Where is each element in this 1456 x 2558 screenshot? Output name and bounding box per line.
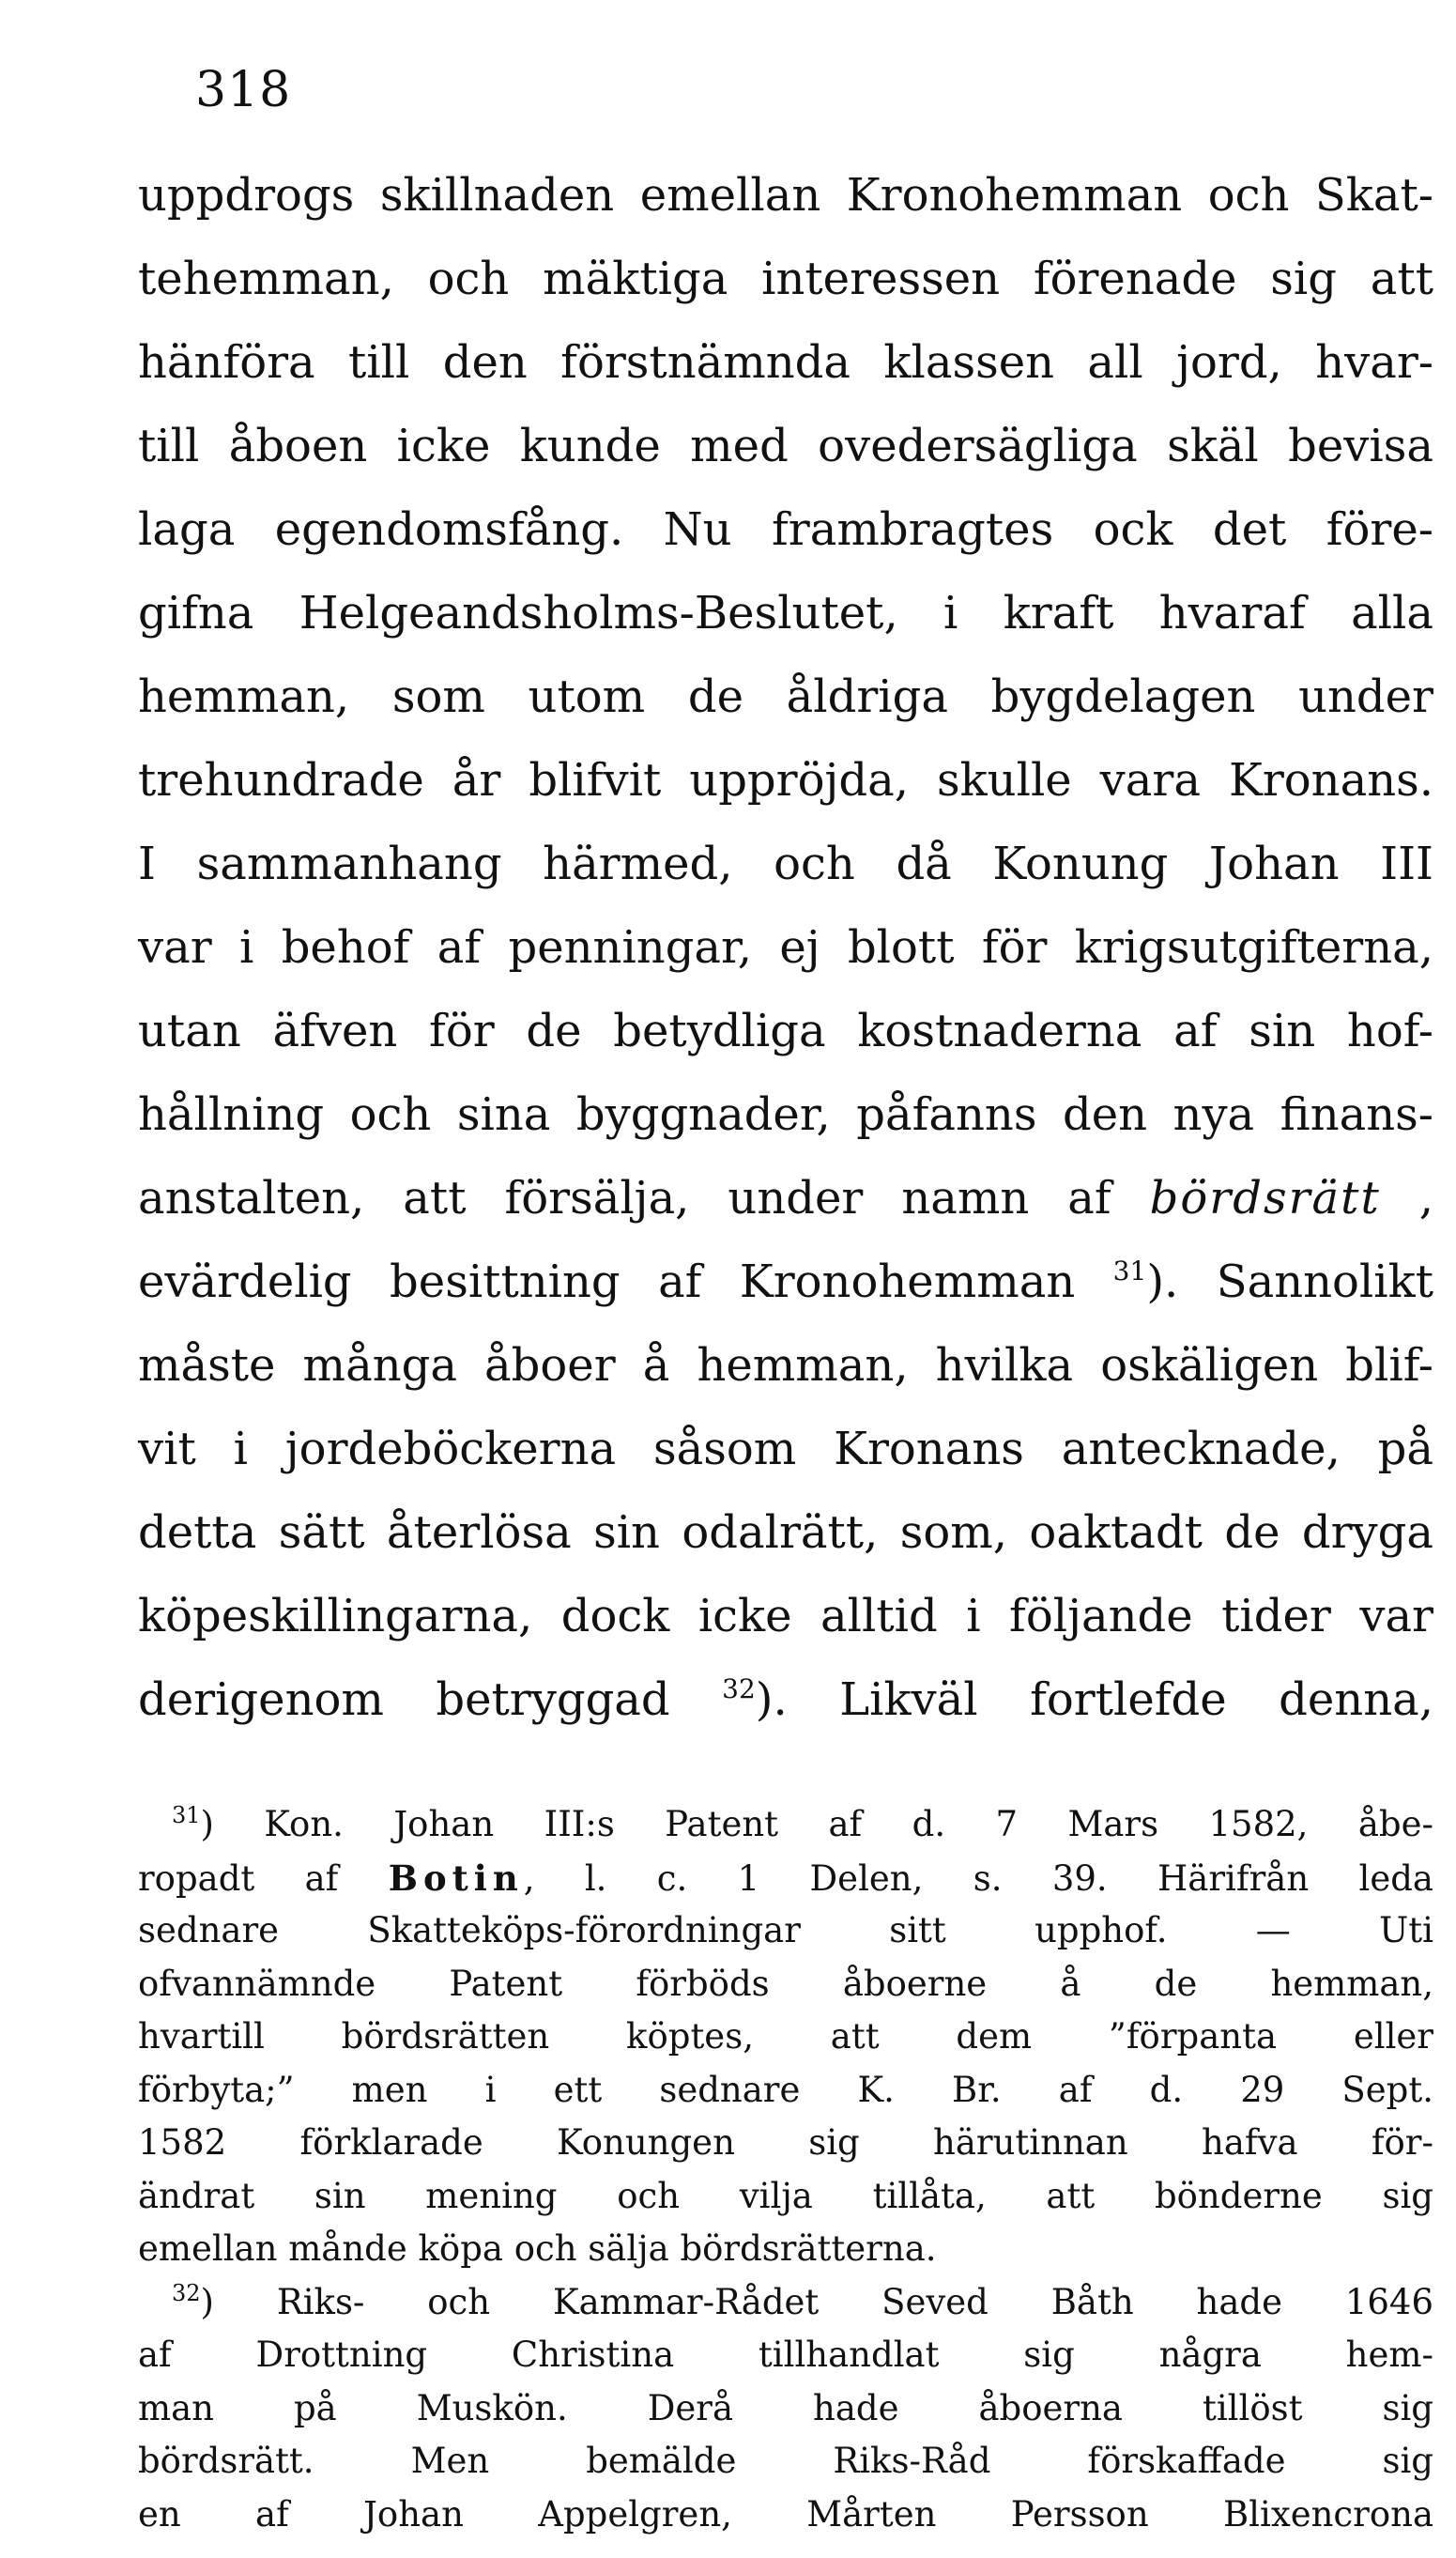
text-line: gifna Helgeandsholms-Beslutet, i kraft hvaraf alla <box>138 587 1433 640</box>
text-segment: ) Kon. Johan III:s Patent af d. 7 Mars 1582, åbe- <box>200 1804 1433 1844</box>
text-line: uppdrogs skillnaden emellan Kronohemman och Skat- <box>138 169 1433 222</box>
text-line: måste många åboer å hemman, hvilka oskäligen blif- <box>138 1339 1433 1392</box>
footnote-32-line: bördsrätt. Men bemälde Riks-Råd förskaffade sig <box>138 2441 1433 2481</box>
footnote-32-line: af Drottning Christina tillhandlat sig några hem- <box>138 2335 1433 2375</box>
text-line <box>138 1240 1433 1324</box>
text-segment: ) Riks- och Kammar-Rådet Seved Båth hade 1646 <box>200 2281 1433 2322</box>
footnote-31-line: sednare Skatteköps-förordningar sitt upphof. — Uti <box>138 1910 1433 1950</box>
text-line: utan äfven för de betydliga kostnaderna af sin hof- <box>138 1005 1433 1057</box>
text-segment: evärdelig besittning af Kronohemman <box>138 1256 1113 1308</box>
text-line: vit i jordeböckerna såsom Kronans antecknade, på <box>138 1423 1433 1475</box>
text-segment: derigenom betryggad <box>138 1673 723 1726</box>
author-name: Botin <box>388 1857 524 1899</box>
footnote-marker-31: 31 <box>172 1802 201 1828</box>
footnote-31-line <box>138 1852 1433 1905</box>
footnote-32-line: en af Johan Appelgren, Mårten Persson Blixencrona <box>138 2493 1433 2535</box>
text-line <box>138 1157 1433 1240</box>
text-line: hänföra till den förstnämnda klassen all jord, hvar- <box>138 336 1433 389</box>
footnote-32-line: man på Muskön. Derå hade åboerna tillöst sig <box>138 2387 1433 2428</box>
text-line: laga egendomsfång. Nu frambragtes ock det före- <box>138 503 1433 556</box>
page-number: 318 <box>195 62 292 118</box>
footnote-31-line: emellan månde köpa och sälja bördsrätterna. <box>138 2228 937 2269</box>
footnote-ref-32: 32 <box>722 1673 756 1704</box>
footnote-ref-31: 31 <box>1112 1256 1147 1287</box>
text-line: hållning och sina byggnader, påfanns den nya finans- <box>138 1088 1433 1141</box>
text-line: hemman, som utom de åldriga bygdelagen under <box>138 670 1433 723</box>
emphasized-term: bördsrätt <box>1149 1172 1381 1225</box>
text-segment: ). Likväl fortlefde denna, <box>755 1673 1434 1726</box>
text-segment: , l. c. 1 Delen, s. 39. Härifrån leda <box>523 1857 1433 1899</box>
text-line: köpeskillingarna, dock icke alltid i följande tider var <box>138 1590 1433 1642</box>
text-line <box>138 1658 1433 1742</box>
footnote-31-line: hvartill bördsrätten köptes, att dem ”förpanta eller <box>138 2016 1433 2057</box>
text-segment: ). Sannolikt <box>1146 1256 1434 1308</box>
footnote-31-line <box>138 1798 1433 1852</box>
text-line: tehemman, och mäktiga interessen förenade sig att <box>138 253 1433 305</box>
footnote-31-line: ändrat sin mening och vilja tillåta, att bönderne sig <box>138 2175 1433 2216</box>
footnotes <box>138 1798 1433 2541</box>
text-segment: anstalten, att försälja, under namn af <box>138 1172 1150 1225</box>
footnote-marker-32: 32 <box>172 2279 201 2306</box>
text-line: var i behof af penningar, ej blott för krigsutgifterna, <box>138 921 1433 974</box>
footnote-31-line: förbyta;” men i ett sednare K. Br. af d. 29 Sept. <box>138 2069 1433 2110</box>
text-line: till åboen icke kunde med ovedersägliga skäl bevisa <box>138 420 1433 472</box>
footnote-31-line: 1582 förklarade Konungen sig härutinnan hafva för- <box>138 2122 1433 2163</box>
text-line: trehundrade år blifvit uppröjda, skulle vara Kronans. <box>138 754 1433 807</box>
text-segment: ropadt af <box>138 1857 389 1899</box>
text-line: detta sätt återlösa sin odalrätt, som, oaktadt de dryga <box>138 1506 1433 1559</box>
main-text <box>138 154 1433 1742</box>
text-line: I sammanhang härmed, och då Konung Johan III <box>138 838 1433 890</box>
footnote-32-line <box>138 2276 1433 2330</box>
text-segment: , <box>1380 1172 1434 1225</box>
footnote-31-line: ofvannämnde Patent förböds åboerne å de hemman, <box>138 1963 1433 2004</box>
